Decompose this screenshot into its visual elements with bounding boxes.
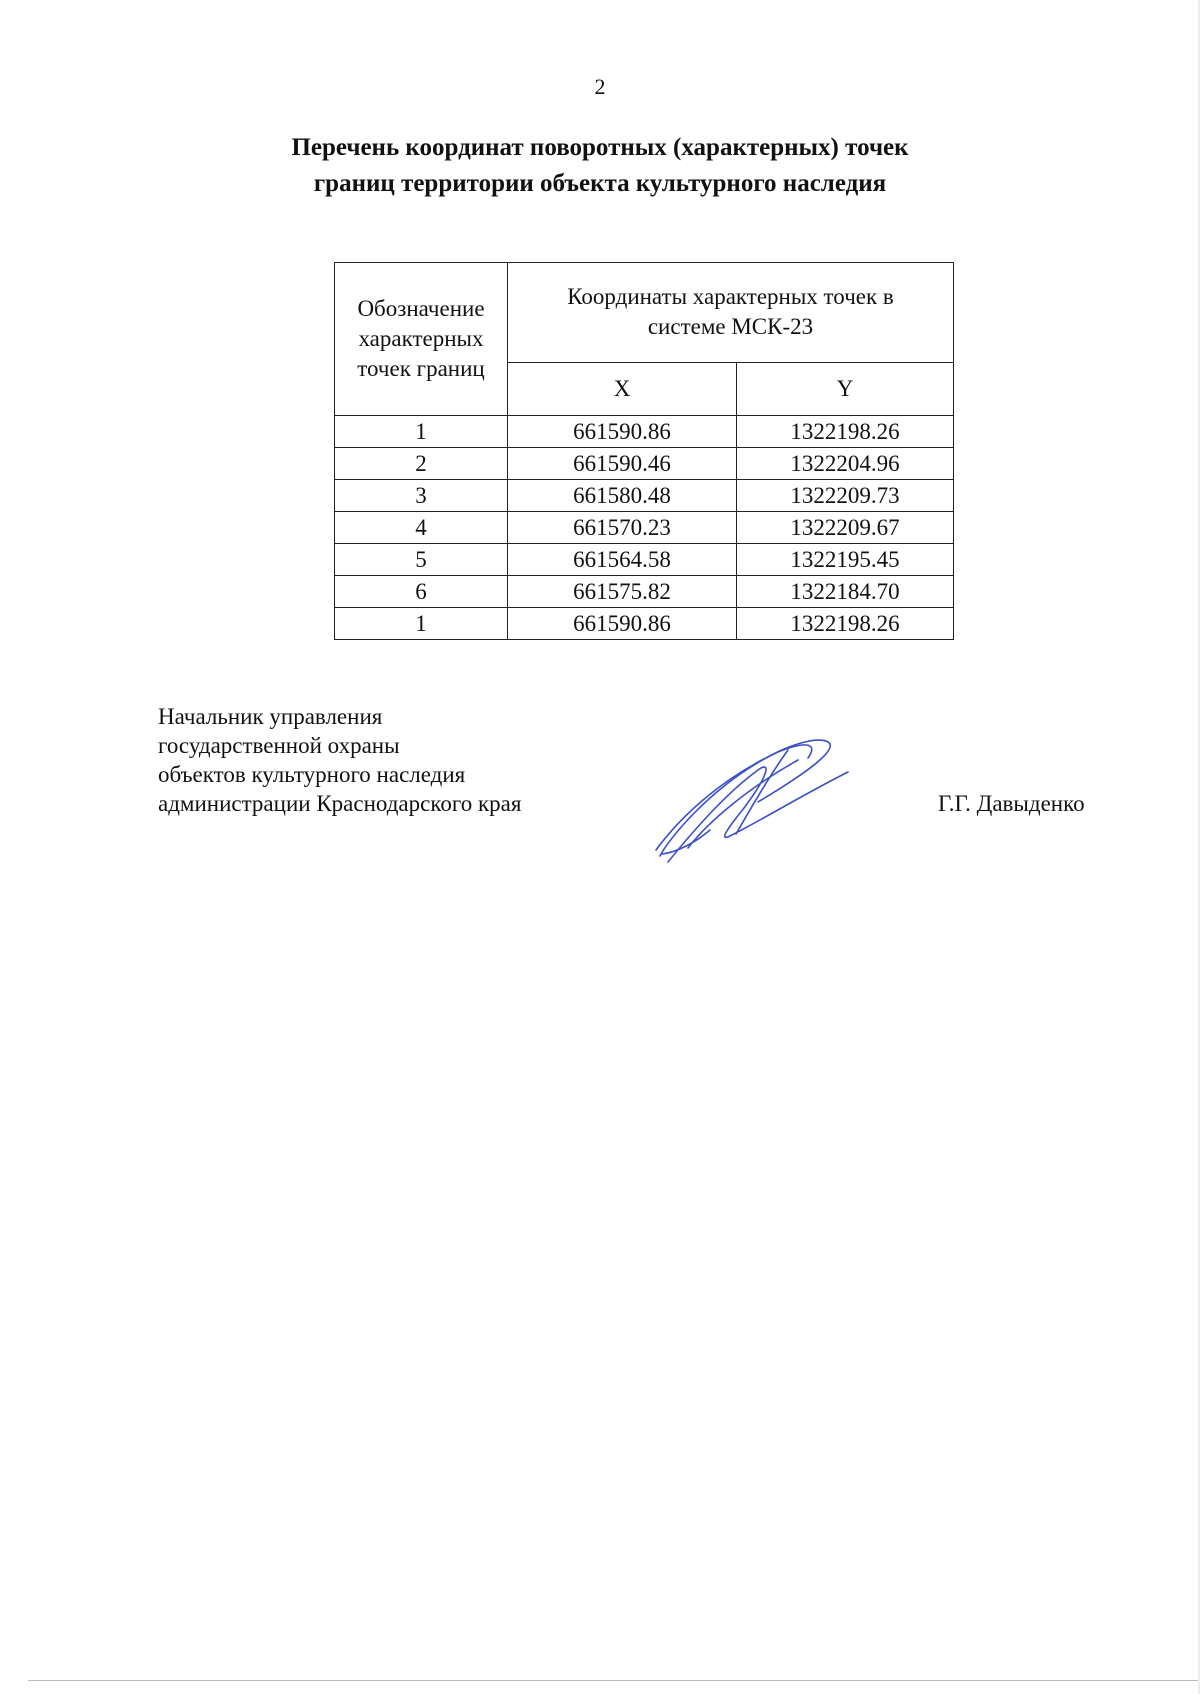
page-bottom-rule <box>28 1680 1200 1681</box>
position-line-1: Начальник управления <box>158 704 383 729</box>
table-row <box>335 544 954 576</box>
header-x: X <box>508 362 737 415</box>
cell-point: 5 <box>335 544 508 576</box>
header-y: Y <box>737 362 954 415</box>
cell-point: 4 <box>335 512 508 544</box>
cell-x: 661570.23 <box>508 512 737 544</box>
cell-y: 1322198.26 <box>737 608 954 640</box>
cell-y: 1322184.70 <box>737 576 954 608</box>
cell-y: 1322209.73 <box>737 480 954 512</box>
position-line-3: объектов культурного наследия <box>158 762 466 787</box>
document-title <box>0 130 1200 202</box>
cell-y: 1322195.45 <box>737 544 954 576</box>
cell-x: 661580.48 <box>508 480 737 512</box>
coordinates-table <box>334 262 954 640</box>
cell-point: 1 <box>335 608 508 640</box>
cell-point: 3 <box>335 480 508 512</box>
signer-name: Г.Г. Давыденко <box>938 791 1085 816</box>
table-row <box>335 576 954 608</box>
cell-x: 661575.82 <box>508 576 737 608</box>
table-row <box>335 512 954 544</box>
cell-x: 661590.86 <box>508 608 737 640</box>
header-designation-line-3: точек границ <box>357 356 485 381</box>
cell-y: 1322198.26 <box>737 416 954 448</box>
page-number: 2 <box>594 74 606 99</box>
signer-position <box>158 702 521 818</box>
header-point-designation <box>335 263 508 416</box>
cell-y: 1322204.96 <box>737 448 954 480</box>
cell-point: 2 <box>335 448 508 480</box>
position-line-2: государственной охраны <box>158 733 400 758</box>
title-line-2: границ территории объекта культурного наследия <box>313 170 887 197</box>
table-row <box>335 480 954 512</box>
handwritten-signature <box>648 730 858 865</box>
table-row <box>335 416 954 448</box>
header-coordinate-system <box>508 263 954 363</box>
cell-x: 661590.46 <box>508 448 737 480</box>
header-system-line-2: системе МСК-23 <box>647 314 814 340</box>
cell-point: 6 <box>335 576 508 608</box>
table-row <box>335 448 954 480</box>
cell-y: 1322209.67 <box>737 512 954 544</box>
position-line-4: администрации Краснодарского края <box>158 791 522 816</box>
cell-x: 661590.86 <box>508 416 737 448</box>
header-designation-line-2: характерных <box>358 326 484 351</box>
cell-point: 1 <box>335 416 508 448</box>
cell-x: 661564.58 <box>508 544 737 576</box>
header-designation-line-1: Обозначение <box>357 296 485 321</box>
title-line-1: Перечень координат поворотных (характерных) точек <box>291 134 909 161</box>
table-row <box>335 608 954 640</box>
header-system-line-1: Координаты характерных точек в <box>567 284 894 310</box>
